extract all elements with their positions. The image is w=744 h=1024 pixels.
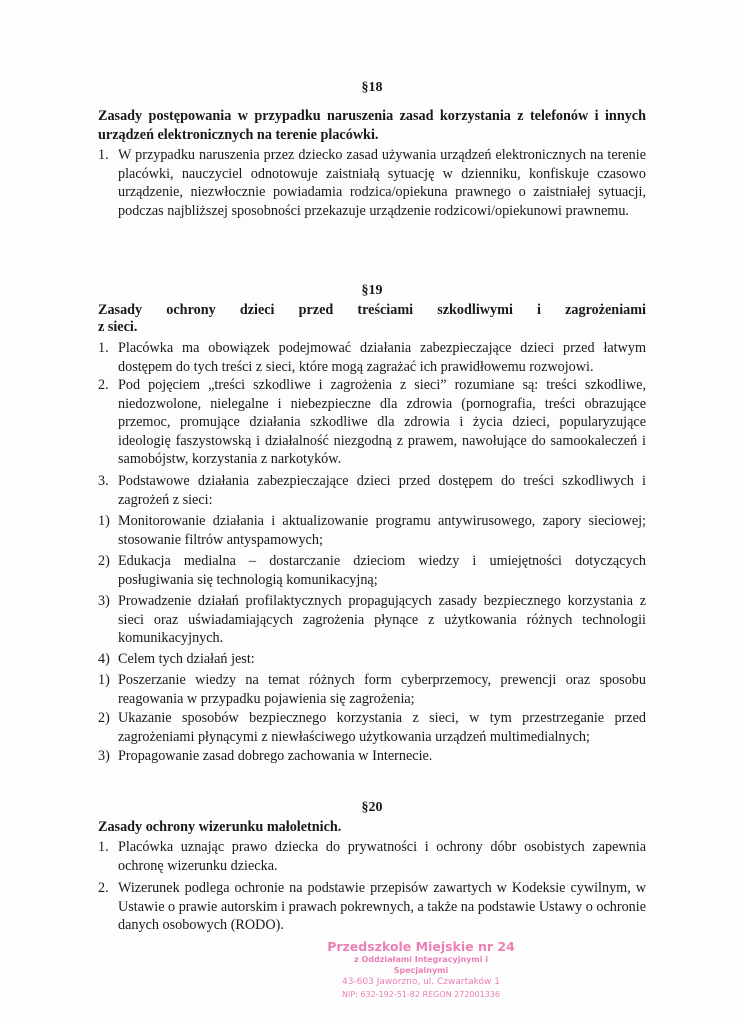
stamp-line-2: z Oddziałami Integracyjnymi i Specjalnymi <box>354 955 488 975</box>
section-18-heading: Zasady postępowania w przypadku naruszenia zasad korzystania z telefonów i innych urządzeń elektronicznych na terenie placówki. <box>98 108 646 143</box>
item-number: 1. <box>98 147 109 163</box>
section-19-title: §19 <box>361 283 383 298</box>
item-number: 1) <box>98 672 110 688</box>
institution-stamp <box>326 940 516 1001</box>
section-19-heading-line1: Zasady ochrony dzieci przed treściami szkodliwymi i zagrożeniami <box>98 302 646 318</box>
item-text: Placówka ma obowiązek podejmować działania zabezpieczające dzieci przed łatwym dostępem do tych treści z sieci, które mogą zagrażać ich prawidłowemu rozwojowi. <box>118 340 646 375</box>
item-number: 4) <box>98 651 110 667</box>
list-item <box>98 339 646 376</box>
item-text: Edukacja medialna – dostarczanie dzieciom wiedzy i umiejętności dotyczących posługiwania się technologią komunikacyjną; <box>118 553 646 588</box>
section-18-title: §18 <box>361 80 383 95</box>
item-text: Placówka uznając prawo dziecka do prywatności i ochrony dóbr osobistych zapewnia ochronę wizerunku dziecka. <box>118 839 646 874</box>
list-item <box>98 650 646 669</box>
item-text: Monitorowanie działania i aktualizowanie programu antywirusowego, zapory sieciowej; stosowanie filtrów antyspamowych; <box>118 513 646 548</box>
list-item <box>98 592 646 648</box>
item-number: 2. <box>98 377 109 393</box>
item-text: Propagowanie zasad dobrego zachowania w Internecie. <box>118 748 433 764</box>
list-item <box>98 512 646 549</box>
list-item <box>98 376 646 469</box>
item-number: 1. <box>98 839 109 855</box>
item-number: 3. <box>98 473 109 489</box>
item-number: 2) <box>98 553 110 569</box>
list-item <box>98 671 646 708</box>
item-number: 1) <box>98 513 110 529</box>
item-text: Poszerzanie wiedzy na temat różnych form cyberprzemocy, prewencji oraz sposobu reagowania w przypadku pojawienia się zagrożenia; <box>118 672 646 707</box>
item-number: 1. <box>98 340 109 356</box>
item-text: Prowadzenie działań profilaktycznych propagujących zasady bezpiecznego korzystania z sieci oraz uświadamiających zagrożenia płynące z użytkowania różnych technologii komunikacyjnych. <box>118 593 646 646</box>
list-item <box>98 709 646 746</box>
stamp-line-3: 43-603 Jaworzno, ul. Czwartaków 1 <box>341 977 501 987</box>
section-20-heading: Zasady ochrony wizerunku małoletnich. <box>98 819 342 835</box>
stamp-line-1: Przedszkole Miejskie nr 24 <box>327 939 515 954</box>
item-text: Pod pojęciem „treści szkodliwe i zagrożenia z sieci” rozumiane są: treści szkodliwe, niedozwolone, nielegalne i niebezpieczne dla zdrowia (pornografia, treści obrazujące przemoc, promujące działania szkodliwe dla zdrowia i życia dzieci, popularyzujące ideologię faszystowską i działalność niezgodną z prawem, nawołujące do samookaleczeń i samobójstw, korzystania z narkotyków. <box>118 377 646 467</box>
item-text: Wizerunek podlega ochronie na podstawie przepisów zawartych w Kodeksie cywilnym, w Ustawie o prawie autorskim i prawach pokrewnych, a także na podstawie Ustawy o ochronie danych osobowych (RODO). <box>118 880 646 933</box>
section-19-heading-line2: z sieci. <box>98 319 138 335</box>
stamp-line-4: NIP: 632-192-51-82 REGON 272001336 <box>342 990 500 999</box>
list-item <box>98 146 646 220</box>
item-text: W przypadku naruszenia przez dziecko zasad używania urządzeń elektronicznych na terenie placówki, nauczyciel odnotowuje zaistniałą sytuację w dzienniku, konfiskuje czasowo urządzenie, niezwłocznie powiadamia rodzica/opiekuna prawnego o zaistniałej sytuacji, podczas najbliższej sposobności przekazuje urządzenie rodzicowi/opiekunowi prawnemu. <box>118 147 646 219</box>
list-item <box>98 747 646 766</box>
item-text: Celem tych działań jest: <box>118 651 255 667</box>
list-item <box>98 552 646 589</box>
item-number: 3) <box>98 748 110 764</box>
list-item <box>98 879 646 935</box>
item-number: 2) <box>98 710 110 726</box>
item-text: Ukazanie sposobów bezpiecznego korzystania z sieci, w tym przestrzeganie przed zagrożeniami płynącymi z niewłaściwego użytkowania urządzeń multimedialnych; <box>118 710 646 745</box>
item-text: Podstawowe działania zabezpieczające dzieci przed dostępem do treści szkodliwych i zagrożeń z sieci: <box>118 473 646 508</box>
section-20-title: §20 <box>361 800 383 815</box>
list-item <box>98 838 646 875</box>
item-number: 2. <box>98 880 109 896</box>
list-item <box>98 472 646 509</box>
item-number: 3) <box>98 593 110 609</box>
